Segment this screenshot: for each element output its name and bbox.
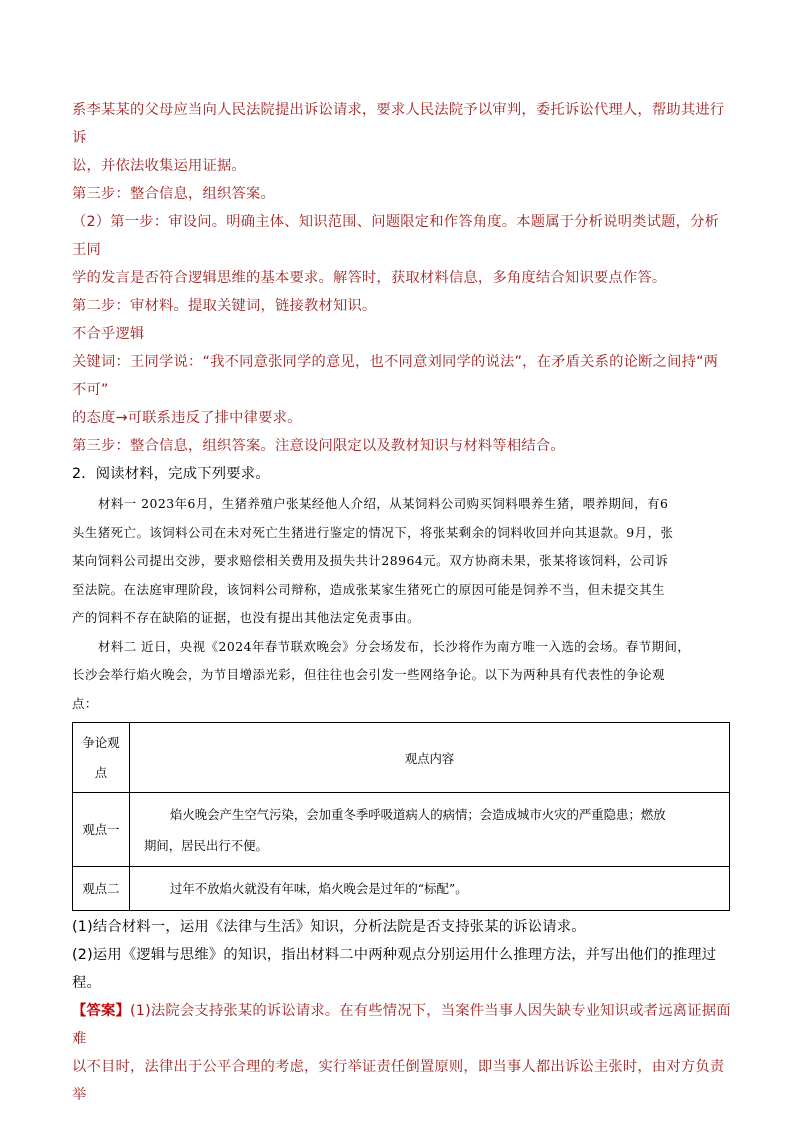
material-line: 某向饲料公司提出交涉，要求赔偿相关费用及损失共计28964元。双方协商未果，张某将该饲料，公司诉: [72, 553, 669, 568]
table-header-cell: [73, 723, 130, 793]
table-row: [73, 867, 730, 911]
cell-line: 过年不放焰火就没有年味，焰火晚会是过年的“标配”。: [170, 881, 468, 896]
answer-line: 以不目时，法律出于公平合理的考虑，实行举证责任倒置原则，即当事人都出诉讼主张时，由对方负责举: [72, 1059, 725, 1103]
text-line: 第三步：整合信息，组织答案。: [72, 186, 275, 202]
answer-line: [72, 997, 732, 1053]
material-line: 至法院。在法庭审理阶段，该饲料公司辩称，造成张某家生猪死亡的原因可能是饲养不当，但未提交其生: [72, 581, 665, 597]
sub-question: (1)结合材料一，运用《法律与生活》知识，分析法院是否支持张某的诉讼请求。: [72, 919, 586, 935]
sub-question: (2)运用《逻辑与思维》的知识，指出材料二中两种观点分别运用什么推理方法，并写出他们的推理过程。: [72, 947, 717, 991]
text-line: （2）第一步：审设问。明确主体、知识范围、问题限定和作答角度。本题属于分析说明类试题，分析王同: [72, 214, 720, 258]
text-line: 第二步：审材料。提取关键词，链接教材知识。: [72, 298, 377, 314]
viewpoints-table: [72, 722, 730, 911]
table-header-cell: 观点内容: [130, 723, 730, 793]
header-label: 争论观: [82, 734, 120, 750]
row-label: 观点一: [73, 793, 130, 867]
material-line: 点：: [72, 695, 98, 711]
cell-line: 焰火晚会产生空气污染，会加重冬季呼吸道病人的病情；会造成城市火灾的严重隐患；燃放: [170, 806, 666, 822]
row-content: [130, 867, 730, 911]
material-line: 头生猪死亡。该饲料公司在未对死亡生猪进行鉴定的情况下，将张某剩余的饲料收回并向其退款。9月，张: [72, 524, 674, 540]
text-line: 不合乎逻辑: [72, 326, 145, 342]
table-header-row: [73, 723, 730, 793]
row-label: 观点二: [73, 867, 130, 911]
header-label: 点: [94, 764, 108, 780]
text-line: 的态度→可联系违反了排中律要求。: [72, 410, 302, 426]
table-row: [73, 793, 730, 867]
answer-tag: 【答案】: [72, 1003, 130, 1019]
material-one: [72, 490, 732, 633]
text-line: 第三步：整合信息，组织答案。注意设问限定以及教材知识与材料等相结合。: [72, 438, 565, 454]
material-line: 产的饲料不存在缺陷的证据，也没有提出其他法定免责事由。: [72, 610, 421, 625]
material-line: 材料二 近日，央视《2024年春节联欢晚会》分会场发布，长沙将作为南方唯一入选的会场。春节期间，: [98, 638, 691, 654]
document-body: [72, 96, 732, 1109]
material-two: [72, 633, 732, 719]
row-content: [130, 793, 730, 867]
answer-text: (1)法院会支持张某的诉讼请求。在有些情况下，当案件当事人因失缺专业知识或者远离证据面难: [72, 1003, 731, 1047]
question-heading: 2．阅读材料，完成下列要求。: [72, 466, 270, 482]
text-line: 讼，并依法收集运用证据。: [72, 158, 246, 174]
text-line: 系李某某的父母应当向人民法院提出诉讼请求，要求人民法院予以审判，委托诉讼代理人，帮助其进行诉: [72, 102, 725, 146]
material-line: 长沙会举行焰火晚会，为节目增添光彩，但往往也会引发一些网络争论。以下为两种具有代表性的争论观: [72, 667, 665, 682]
material-line: 材料一 2023年6月，生猪养殖户张某经他人介绍，从某饲料公司购买饲料喂养生猪，喂养期间，有6: [98, 496, 669, 511]
cell-line: 期间，居民出行不便。: [144, 837, 268, 853]
text-line: 关键词：王同学说：“我不同意张同学的意见，也不同意刘同学的说法”，在矛盾关系的论断之间持“两不可”: [72, 354, 719, 398]
text-line: 学的发言是否符合逻辑思维的基本要求。解答时，获取材料信息，多角度结合知识要点作答。: [72, 270, 667, 286]
